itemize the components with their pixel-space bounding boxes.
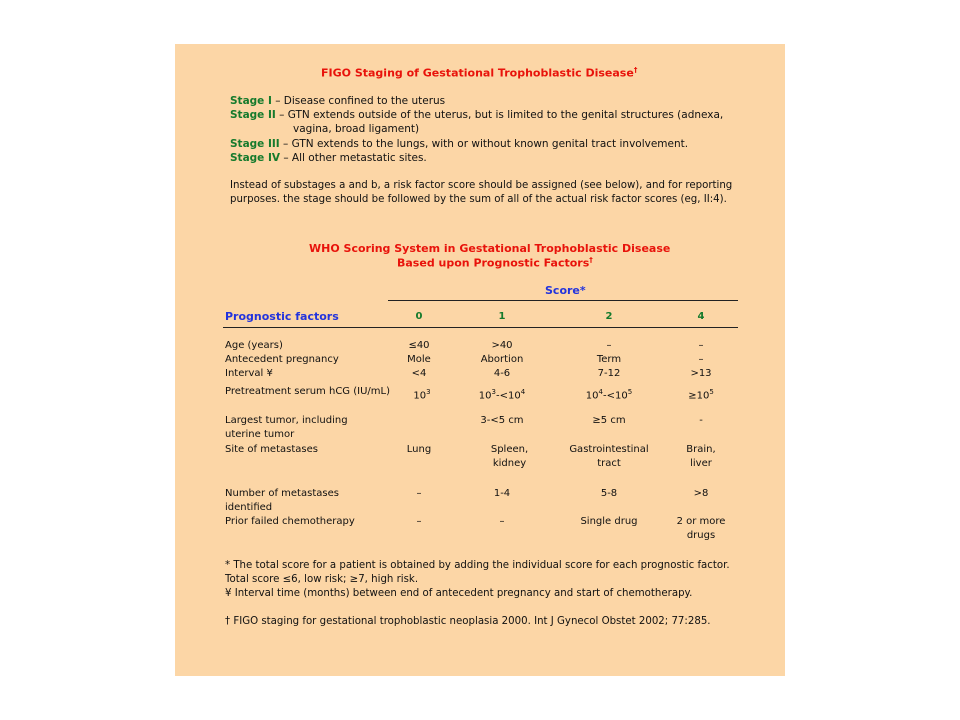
- cell-age-1: >40: [491, 340, 513, 351]
- stage-4: [230, 152, 427, 164]
- cell-hcg-2: [559, 385, 659, 403]
- cell-hcg-2-exp2: 5: [627, 388, 633, 396]
- document-panel: [175, 44, 785, 676]
- row-label-antecedent: Antecedent pregnancy: [225, 354, 339, 365]
- cell-tumor-2: ≥5 cm: [592, 415, 626, 426]
- cell-number-4: >8: [693, 488, 709, 499]
- cell-number-1: 1-4: [493, 488, 511, 499]
- cell-hcg-1-exp: 3: [491, 388, 496, 396]
- who-title-mark: †: [589, 256, 593, 264]
- cell-tumor-4: -: [699, 415, 703, 426]
- stage-4-text: – All other metastatic sites.: [280, 152, 427, 164]
- row-label-hcg: Pretreatment serum hCG (IU/mL): [225, 386, 390, 397]
- stage-4-name: Stage IV: [230, 152, 280, 164]
- row-label-interval: Interval ¥: [225, 368, 273, 379]
- score-col-2: 2: [605, 311, 613, 322]
- stage-3-text: – GTN extends to the lungs, with or without known genital tract involvement.: [279, 138, 689, 150]
- row-label-age: Age (years): [225, 340, 283, 351]
- score-header: Score*: [545, 284, 586, 297]
- cell-interval-1: 4-6: [493, 368, 511, 379]
- score-col-1: 1: [498, 311, 506, 322]
- cell-chemo-4: 2 or more drugs: [676, 516, 726, 541]
- column-header-rule: [223, 327, 738, 328]
- cell-site-4: Brain, liver: [686, 444, 716, 469]
- cell-antecedent-1: Abortion: [480, 354, 524, 365]
- cell-chemo-1: –: [499, 516, 505, 527]
- cell-hcg-2-base: 10: [585, 390, 599, 402]
- cell-hcg-0: [407, 385, 437, 403]
- cell-age-2: –: [606, 340, 612, 351]
- figo-title-text: FIGO Staging of Gestational Trophoblastic Disease: [321, 66, 634, 80]
- stage-1-name: Stage I: [230, 95, 272, 107]
- score-col-0: 0: [415, 311, 423, 322]
- stage-2-continued-text: vagina, broad ligament): [293, 123, 420, 135]
- cell-chemo-0: –: [416, 516, 422, 527]
- stage-3-name: Stage III: [230, 138, 280, 150]
- footnote-star: * The total score for a patient is obtained by adding the individual score for each prognostic factor. Total score ≤6, low risk; ≥7, high risk.: [225, 560, 730, 585]
- stage-3: [230, 138, 688, 150]
- cell-hcg-1-exp2: 4: [520, 388, 526, 396]
- figo-title-mark: †: [633, 66, 638, 74]
- row-label-largest-tumor: Largest tumor, including uterine tumor: [225, 415, 348, 440]
- stage-2: [230, 109, 723, 121]
- cell-site-2: Gastrointestinal tract: [569, 444, 649, 469]
- row-label-number-metastases: Number of metastases identified: [225, 488, 339, 513]
- cell-hcg-1: [467, 385, 537, 403]
- score-col-4: 4: [697, 311, 705, 322]
- cell-hcg-1-base: 10: [478, 390, 492, 402]
- cell-hcg-0-exp: 3: [426, 388, 431, 396]
- cell-number-2: 5-8: [600, 488, 618, 499]
- stage-2-text: – GTN extends outside of the uterus, but is limited to the genital structures (adnexa,: [275, 109, 724, 121]
- cell-hcg-0-base: 10: [413, 390, 427, 402]
- cell-antecedent-4: –: [698, 354, 704, 365]
- cell-hcg-2-mid: -<10: [603, 390, 628, 402]
- score-header-rule: [388, 300, 738, 301]
- cell-interval-0: <4: [411, 368, 427, 379]
- cell-age-0: ≤40: [408, 340, 430, 351]
- stage-1-text: – Disease confined to the uterus: [271, 95, 446, 107]
- who-title-line2-text: Based upon Prognostic Factors: [397, 256, 590, 270]
- row-label-prior-chemo: Prior failed chemotherapy: [225, 516, 355, 527]
- cell-interval-4: >13: [690, 368, 712, 379]
- cell-site-0: Lung: [406, 444, 432, 455]
- stage-2-name: Stage II: [230, 109, 276, 121]
- cell-chemo-2: Single drug: [580, 516, 638, 527]
- stage-1: [230, 95, 445, 107]
- cell-hcg-1-mid: -<10: [496, 390, 521, 402]
- cell-tumor-1: 3-<5 cm: [480, 415, 524, 426]
- cell-hcg-4-exp: 5: [709, 388, 714, 396]
- cell-interval-2: 7-12: [597, 368, 621, 379]
- row-label-site: Site of metastases: [225, 444, 318, 455]
- footnote-dagger: † FIGO staging for gestational trophoblastic neoplasia 2000. Int J Gynecol Obstet 2002; 77:285.: [225, 616, 711, 627]
- who-title-line2: [397, 256, 593, 270]
- cell-hcg-4: [666, 385, 736, 403]
- cell-hcg-2-exp: 4: [598, 388, 603, 396]
- footnote-yen: ¥ Interval time (months) between end of antecedent pregnancy and start of chemotherapy.: [225, 588, 693, 599]
- figo-title: [321, 66, 637, 80]
- cell-antecedent-0: Mole: [407, 354, 431, 365]
- cell-antecedent-2: Term: [596, 354, 622, 365]
- prognostic-factors-header: Prognostic factors: [225, 310, 339, 323]
- cell-site-1: Spleen, kidney: [490, 444, 529, 469]
- who-title-line1: WHO Scoring System in Gestational Trophoblastic Disease: [309, 242, 671, 255]
- cell-number-0: –: [416, 488, 422, 499]
- cell-age-4: –: [698, 340, 704, 351]
- cell-hcg-4-base: ≥10: [688, 390, 710, 402]
- substage-note: Instead of substages a and b, a risk factor score should be assigned (see below), and for reporting purposes. the stage should be followed by the sum of all of the actual risk factor scores (eg, II:4).: [230, 180, 733, 205]
- stage-2-continued: [293, 123, 419, 135]
